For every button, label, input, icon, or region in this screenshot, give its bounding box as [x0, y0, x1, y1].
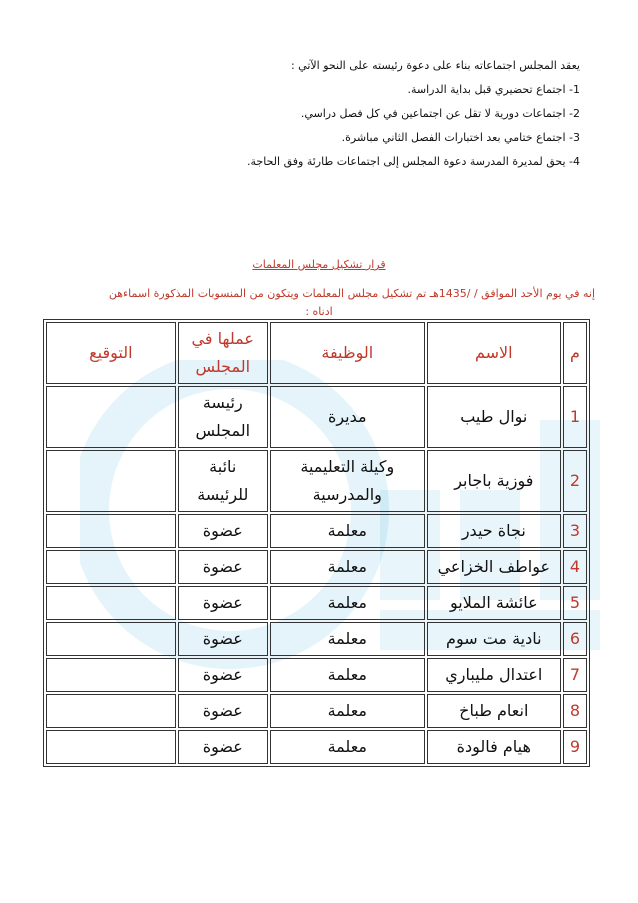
row-role: عضوة	[178, 622, 268, 656]
header-role: عملها في المجلس	[178, 322, 268, 384]
row-job: معلمة	[270, 658, 425, 692]
decree-statement: إنه في يوم الأحد الموافق / /1435هـ تم تشكيل مجلس المعلمات ويتكون من المنسوبات المذكورة اسماءهن	[108, 287, 595, 300]
decree-statement-end: ادناه :	[305, 305, 333, 318]
table-row	[46, 586, 587, 620]
header-name: الاسم	[427, 322, 561, 384]
row-job: معلمة	[270, 730, 425, 764]
intro-item: 1- اجتماع تحضيري قبل بداية الدراسة.	[407, 83, 580, 96]
row-role: عضوة	[178, 730, 268, 764]
row-name: نوال طيب	[427, 386, 561, 448]
table-row	[46, 514, 587, 548]
table-header-row	[46, 322, 587, 384]
row-name: نادية مت سوم	[427, 622, 561, 656]
row-name: فوزية باجابر	[427, 450, 561, 512]
row-name: نجاة حيدر	[427, 514, 561, 548]
row-job: مديرة	[270, 386, 425, 448]
row-signature	[46, 550, 176, 584]
table-row	[46, 658, 587, 692]
intro-item: 4- يحق لمديرة المدرسة دعوة المجلس إلى اجتماعات طارئة وفق الحاجة.	[247, 155, 580, 168]
row-num: 7	[563, 658, 587, 692]
members-table	[43, 319, 590, 767]
row-role: عضوة	[178, 658, 268, 692]
row-name: انعام طباخ	[427, 694, 561, 728]
table-row	[46, 622, 587, 656]
row-num: 2	[563, 450, 587, 512]
row-role: عضوة	[178, 694, 268, 728]
row-role: نائبة للرئيسة	[178, 450, 268, 512]
row-signature	[46, 386, 176, 448]
table-row	[46, 694, 587, 728]
row-job: معلمة	[270, 694, 425, 728]
row-job: معلمة	[270, 550, 425, 584]
intro-item: 3- اجتماع ختامي بعد اختبارات الفصل الثاني مباشرة.	[341, 131, 580, 144]
row-signature	[46, 730, 176, 764]
row-name: عواطف الخزاعي	[427, 550, 561, 584]
intro-section	[40, 54, 580, 174]
row-role: عضوة	[178, 550, 268, 584]
intro-lead: يعقد المجلس اجتماعاته بناء على دعوة رئيسته على النحو الآتي :	[290, 59, 580, 72]
row-signature	[46, 658, 176, 692]
row-name: عائشة الملايو	[427, 586, 561, 620]
row-signature	[46, 514, 176, 548]
row-role: عضوة	[178, 514, 268, 548]
row-num: 8	[563, 694, 587, 728]
row-num: 3	[563, 514, 587, 548]
row-signature	[46, 694, 176, 728]
row-num: 9	[563, 730, 587, 764]
header-signature: التوقيع	[46, 322, 176, 384]
header-num: م	[563, 322, 587, 384]
table-row	[46, 386, 587, 448]
header-job: الوظيفة	[270, 322, 425, 384]
row-job: معلمة	[270, 586, 425, 620]
table-row	[46, 450, 587, 512]
row-num: 1	[563, 386, 587, 448]
row-role: رئيسة المجلس	[178, 386, 268, 448]
decree-title: قرار تشكيل مجلس المعلمات	[252, 258, 386, 271]
table-row	[46, 730, 587, 764]
row-job: معلمة	[270, 514, 425, 548]
row-name: هيام فالودة	[427, 730, 561, 764]
row-signature	[46, 622, 176, 656]
row-num: 6	[563, 622, 587, 656]
table-row	[46, 550, 587, 584]
row-name: اعتدال مليباري	[427, 658, 561, 692]
row-signature	[46, 450, 176, 512]
row-num: 4	[563, 550, 587, 584]
intro-item: 2- اجتماعات دورية لا تقل عن اجتماعين في كل فصل دراسي.	[300, 107, 580, 120]
row-num: 5	[563, 586, 587, 620]
row-job: وكيلة التعليمية والمدرسية	[270, 450, 425, 512]
row-job: معلمة	[270, 622, 425, 656]
row-signature	[46, 586, 176, 620]
row-role: عضوة	[178, 586, 268, 620]
